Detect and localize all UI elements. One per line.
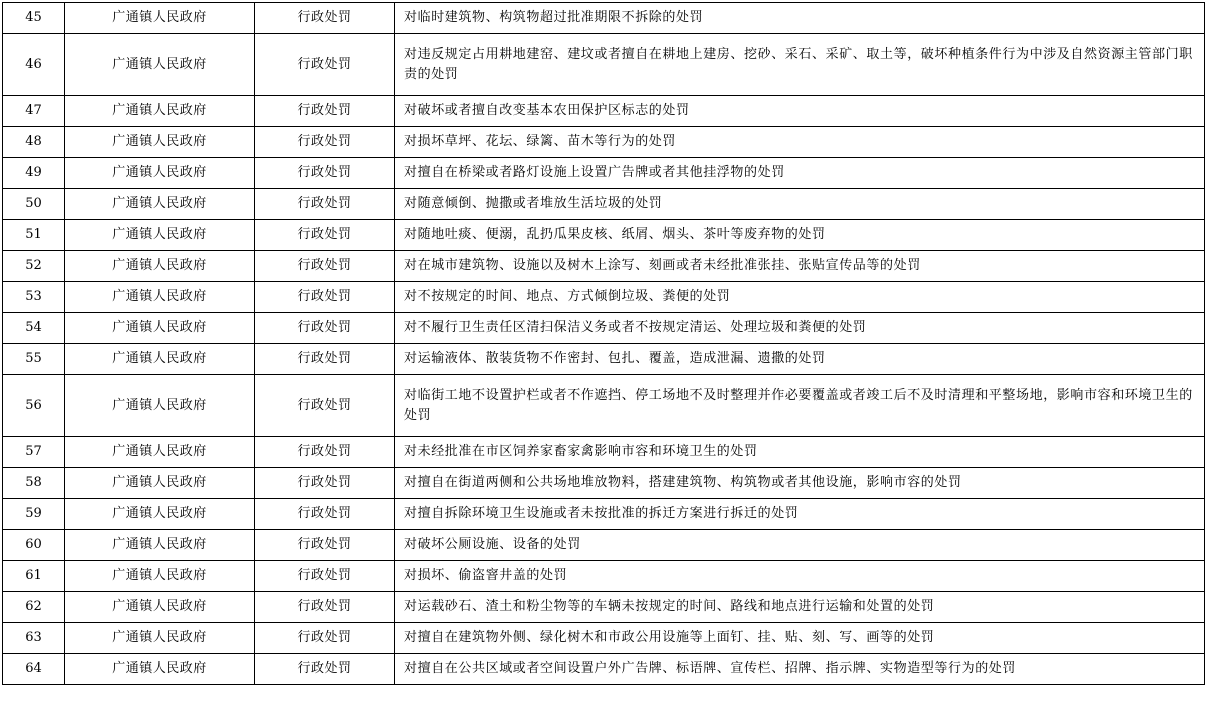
power-type-cell: 行政处罚 xyxy=(255,3,395,34)
authority-cell: 广通镇人民政府 xyxy=(65,375,255,437)
authority-cell: 广通镇人民政府 xyxy=(65,623,255,654)
table-row xyxy=(3,3,1205,34)
authority-cell: 广通镇人民政府 xyxy=(65,34,255,96)
table-row xyxy=(3,282,1205,313)
power-type-cell: 行政处罚 xyxy=(255,127,395,158)
power-type-cell: 行政处罚 xyxy=(255,592,395,623)
table-row xyxy=(3,220,1205,251)
matter-name-cell: 对破坏公厕设施、设备的处罚 xyxy=(395,530,1205,561)
row-number-cell: 62 xyxy=(3,592,65,623)
table-row xyxy=(3,623,1205,654)
matter-name-cell: 对损坏草坪、花坛、绿篱、苗木等行为的处罚 xyxy=(395,127,1205,158)
authority-cell: 广通镇人民政府 xyxy=(65,282,255,313)
matter-name-cell: 对在城市建筑物、设施以及树木上涂写、刻画或者未经批准张挂、张贴宣传品等的处罚 xyxy=(395,251,1205,282)
row-number-cell: 58 xyxy=(3,468,65,499)
matter-name-cell: 对随意倾倒、抛撒或者堆放生活垃圾的处罚 xyxy=(395,189,1205,220)
authority-cell: 广通镇人民政府 xyxy=(65,96,255,127)
authority-cell: 广通镇人民政府 xyxy=(65,592,255,623)
matter-name-cell: 对擅自在桥梁或者路灯设施上设置广告牌或者其他挂浮物的处罚 xyxy=(395,158,1205,189)
matter-name-cell: 对擅自在公共区域或者空间设置户外广告牌、标语牌、宣传栏、招牌、指示牌、实物造型等行为的处罚 xyxy=(395,654,1205,685)
table-row xyxy=(3,375,1205,437)
table-row xyxy=(3,437,1205,468)
authority-cell: 广通镇人民政府 xyxy=(65,437,255,468)
authority-cell: 广通镇人民政府 xyxy=(65,220,255,251)
table-row xyxy=(3,592,1205,623)
penalty-items-table xyxy=(2,2,1205,685)
power-type-cell: 行政处罚 xyxy=(255,220,395,251)
power-type-cell: 行政处罚 xyxy=(255,530,395,561)
row-number-cell: 45 xyxy=(3,3,65,34)
matter-name-cell: 对不履行卫生责任区清扫保洁义务或者不按规定清运、处理垃圾和粪便的处罚 xyxy=(395,313,1205,344)
power-type-cell: 行政处罚 xyxy=(255,251,395,282)
row-number-cell: 53 xyxy=(3,282,65,313)
table-row xyxy=(3,189,1205,220)
row-number-cell: 55 xyxy=(3,344,65,375)
matter-name-cell: 对不按规定的时间、地点、方式倾倒垃圾、粪便的处罚 xyxy=(395,282,1205,313)
power-type-cell: 行政处罚 xyxy=(255,437,395,468)
row-number-cell: 50 xyxy=(3,189,65,220)
table-row xyxy=(3,127,1205,158)
authority-cell: 广通镇人民政府 xyxy=(65,313,255,344)
power-type-cell: 行政处罚 xyxy=(255,654,395,685)
row-number-cell: 60 xyxy=(3,530,65,561)
power-type-cell: 行政处罚 xyxy=(255,189,395,220)
power-type-cell: 行政处罚 xyxy=(255,499,395,530)
power-type-cell: 行政处罚 xyxy=(255,282,395,313)
power-type-cell: 行政处罚 xyxy=(255,561,395,592)
table-row xyxy=(3,344,1205,375)
matter-name-cell: 对破坏或者擅自改变基本农田保护区标志的处罚 xyxy=(395,96,1205,127)
authority-cell: 广通镇人民政府 xyxy=(65,127,255,158)
authority-cell: 广通镇人民政府 xyxy=(65,561,255,592)
table-row xyxy=(3,654,1205,685)
table-row xyxy=(3,468,1205,499)
matter-name-cell: 对运输液体、散装货物不作密封、包扎、覆盖，造成泄漏、遗撒的处罚 xyxy=(395,344,1205,375)
power-type-cell: 行政处罚 xyxy=(255,96,395,127)
matter-name-cell: 对临时建筑物、构筑物超过批准期限不拆除的处罚 xyxy=(395,3,1205,34)
row-number-cell: 54 xyxy=(3,313,65,344)
authority-cell: 广通镇人民政府 xyxy=(65,530,255,561)
matter-name-cell: 对随地吐痰、便溺，乱扔瓜果皮核、纸屑、烟头、茶叶等废弃物的处罚 xyxy=(395,220,1205,251)
power-type-cell: 行政处罚 xyxy=(255,344,395,375)
power-type-cell: 行政处罚 xyxy=(255,34,395,96)
authority-cell: 广通镇人民政府 xyxy=(65,468,255,499)
authority-cell: 广通镇人民政府 xyxy=(65,654,255,685)
matter-name-cell: 对损坏、偷盗窨井盖的处罚 xyxy=(395,561,1205,592)
table-row xyxy=(3,530,1205,561)
power-type-cell: 行政处罚 xyxy=(255,375,395,437)
authority-cell: 广通镇人民政府 xyxy=(65,3,255,34)
table-row xyxy=(3,313,1205,344)
authority-cell: 广通镇人民政府 xyxy=(65,158,255,189)
matter-name-cell: 对违反规定占用耕地建窑、建坟或者擅自在耕地上建房、挖砂、采石、采矿、取土等，破坏种植条件行为中涉及自然资源主管部门职责的处罚 xyxy=(395,34,1205,96)
matter-name-cell: 对擅自在街道两侧和公共场地堆放物料，搭建建筑物、构筑物或者其他设施，影响市容的处罚 xyxy=(395,468,1205,499)
row-number-cell: 52 xyxy=(3,251,65,282)
row-number-cell: 59 xyxy=(3,499,65,530)
table-row xyxy=(3,251,1205,282)
matter-name-cell: 对擅自拆除环境卫生设施或者未按批准的拆迁方案进行拆迁的处罚 xyxy=(395,499,1205,530)
row-number-cell: 61 xyxy=(3,561,65,592)
matter-name-cell: 对运载砂石、渣土和粉尘物等的车辆未按规定的时间、路线和地点进行运输和处置的处罚 xyxy=(395,592,1205,623)
power-type-cell: 行政处罚 xyxy=(255,158,395,189)
row-number-cell: 64 xyxy=(3,654,65,685)
authority-cell: 广通镇人民政府 xyxy=(65,499,255,530)
row-number-cell: 47 xyxy=(3,96,65,127)
power-type-cell: 行政处罚 xyxy=(255,313,395,344)
row-number-cell: 63 xyxy=(3,623,65,654)
table-row xyxy=(3,34,1205,96)
power-type-cell: 行政处罚 xyxy=(255,623,395,654)
authority-cell: 广通镇人民政府 xyxy=(65,344,255,375)
matter-name-cell: 对未经批准在市区饲养家畜家禽影响市容和环境卫生的处罚 xyxy=(395,437,1205,468)
table-row xyxy=(3,561,1205,592)
row-number-cell: 56 xyxy=(3,375,65,437)
row-number-cell: 57 xyxy=(3,437,65,468)
row-number-cell: 51 xyxy=(3,220,65,251)
table-body xyxy=(3,3,1205,685)
matter-name-cell: 对擅自在建筑物外侧、绿化树木和市政公用设施等上面钉、挂、贴、刻、写、画等的处罚 xyxy=(395,623,1205,654)
authority-cell: 广通镇人民政府 xyxy=(65,251,255,282)
matter-name-cell: 对临街工地不设置护栏或者不作遮挡、停工场地不及时整理并作必要覆盖或者竣工后不及时清理和平整场地，影响市容和环境卫生的处罚 xyxy=(395,375,1205,437)
table-row xyxy=(3,96,1205,127)
row-number-cell: 48 xyxy=(3,127,65,158)
authority-cell: 广通镇人民政府 xyxy=(65,189,255,220)
row-number-cell: 49 xyxy=(3,158,65,189)
table-row xyxy=(3,499,1205,530)
row-number-cell: 46 xyxy=(3,34,65,96)
power-type-cell: 行政处罚 xyxy=(255,468,395,499)
table-row xyxy=(3,158,1205,189)
